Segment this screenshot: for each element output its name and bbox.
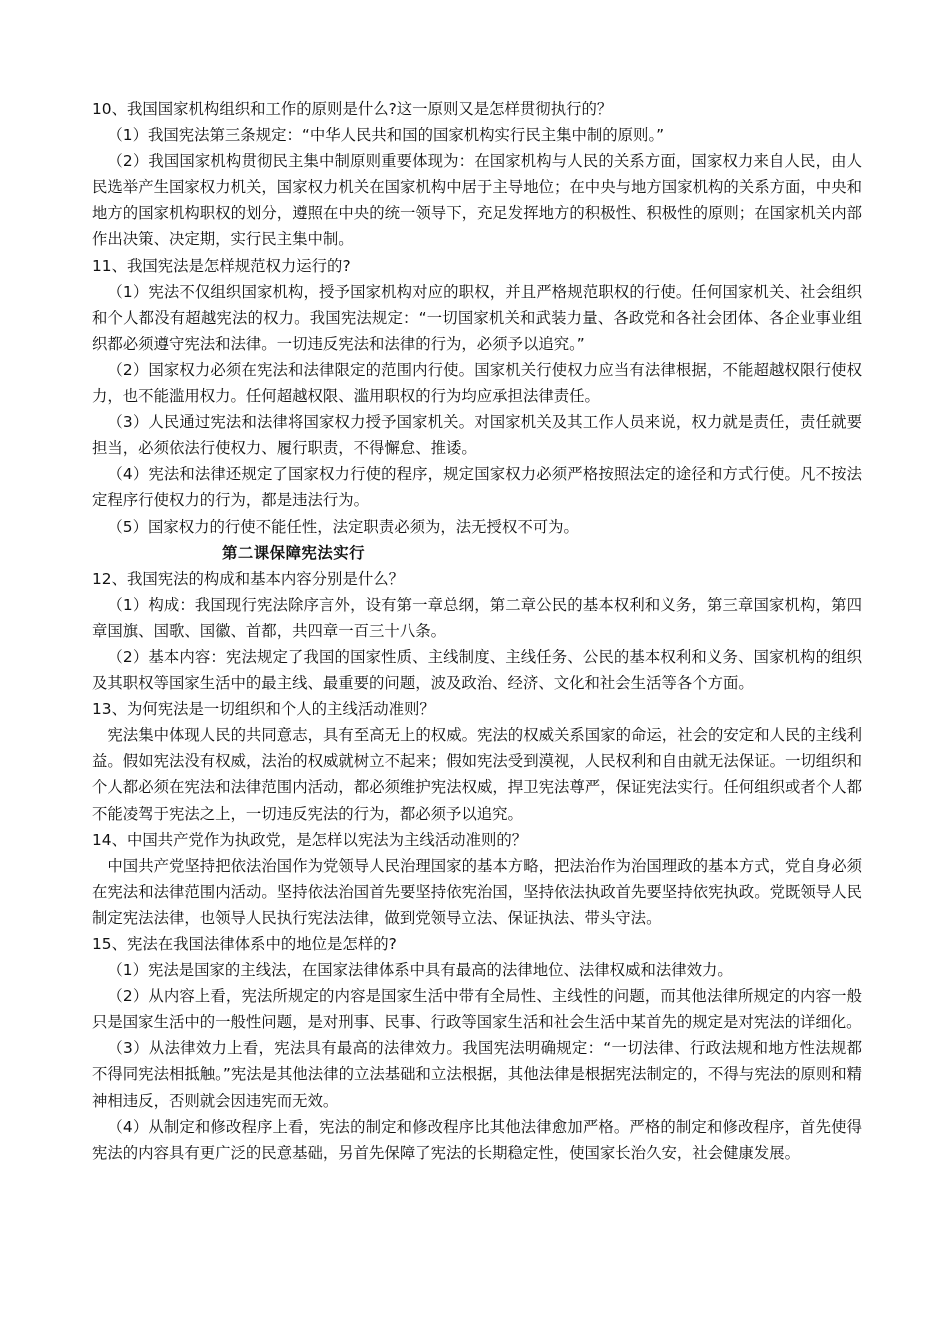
- answer-14: 中国共产党坚持把依法治国作为党领导人民治理国家的基本方略，把法治作为治国理政的基本方式，党自身必须在宪法和法律范围内活动。坚持依法治国首先要坚持依宪治国，坚持依法执政首先要坚持依宪执政。党既领导人民制定宪法法律，也领导人民执行宪法法律，做到党领导立法、保证执法、带头守法。: [92, 856, 862, 927]
- answer-15-point-1: （1）宪法是国家的主线法，在国家法律体系中具有最高的法律地位、法律权威和法律效力。: [107, 961, 733, 980]
- answer-10-point-2: （2）我国国家机构贯彻民主集中制原则重要体现为：在国家机构与人民的关系方面，国家权力来自人民，由人民选举产生国家权力机关，国家权力机关在国家机构中居于主导地位；在中央与地方国家机构的关系方面，中央和地方的国家机构职权的划分，遵照在中央的统一领导下，充足发挥地方的积极性、积极性的原则；在国家机关内部作出决策、决定期，实行民主集中制。: [92, 152, 862, 249]
- question-12: 12、我国宪法的构成和基本内容分别是什么？: [92, 569, 405, 588]
- answer-10-point-1: （1）我国宪法第三条规定：“中华人民共和国的国家机构实行民主集中制的原则。”: [107, 126, 665, 145]
- answer-11-point-4: （4）宪法和法律还规定了国家权力行使的程序，规定国家权力必须严格按照法定的途径和方式行使。凡不按法定程序行使权力的行为，都是违法行为。: [92, 465, 862, 510]
- document-page: [92, 96, 862, 1166]
- question-11: 11、我国宪法是怎样规范权力运行的?: [92, 256, 351, 275]
- answer-11-point-3: （3）人民通过宪法和法律将国家权力授予国家机关。对国家机关及其工作人员来说，权力就是责任，责任就要担当，必须依法行使权力、履行职责，不得懈怠、推诿。: [92, 413, 862, 458]
- answer-15-point-2: （2）从内容上看，宪法所规定的内容是国家生活中带有全局性、主线性的问题，而其他法律所规定的内容一般只是国家生活中的一般性问题，是对刑事、民事、行政等国家生活和社会生活中某首先的规定是对宪法的详细化。: [92, 987, 862, 1032]
- answer-11-point-2: （2）国家权力必须在宪法和法律限定的范围内行使。国家机关行使权力应当有法律根据，不能超越权限行使权力，也不能滥用权力。任何超越权限、滥用职权的行为均应承担法律责任。: [92, 360, 862, 406]
- question-10: 10、我国国家机构组织和工作的原则是什么?这一原则又是怎样贯彻执行的？: [92, 100, 613, 118]
- answer-11-point-5: （5）国家权力的行使不能任性，法定职责必须为，法无授权不可为。: [107, 517, 579, 536]
- answer-15-point-4: （4）从制定和修改程序上看，宪法的制定和修改程序比其他法律愈加严格。严格的制定和修改程序，首先使得宪法的内容具有更广泛的民意基础，另首先保障了宪法的长期稳定性，使国家长治久安，社会健康发展。: [92, 1117, 862, 1162]
- answer-15-point-3: （3）从法律效力上看，宪法具有最高的法律效力。我国宪法明确规定：“一切法律、行政法规和地方性法规都不得同宪法相抵触。”宪法是其他法律的立法基础和立法根据，其他法律是根据宪法制定的，不得与宪法的原则和精神相违反，否则就会因违宪而无效。: [92, 1039, 862, 1110]
- answer-13: 宪法集中体现人民的共同意志，具有至高无上的权威。宪法的权威关系国家的命运，社会的安定和人民的主线利益。假如宪法没有权威，法治的权威就树立不起来；假如宪法受到漠视，人民权利和自由就无法保证。一切组织和个人都必须在宪法和法律范围内活动，都必须维护宪法权威，捍卫宪法尊严，保证宪法实行。任何组织或者个人都不能凌驾于宪法之上，一切违反宪法的行为，都必须予以追究。: [92, 726, 862, 823]
- answer-12-point-1: （1）构成：我国现行宪法除序言外，设有第一章总纲，第二章公民的基本权利和义务，第三章国家机构，第四章国旗、国歌、国徽、首都，共四章一百三十八条。: [92, 595, 862, 640]
- question-14: 14、中国共产党作为执政党，是怎样以宪法为主线活动准则的？: [92, 830, 528, 849]
- answer-12-point-2: （2）基本内容：宪法规定了我国的国家性质、主线制度、主线任务、公民的基本权利和义务、国家机构的组织及其职权等国家生活中的最主线、最重要的问题，波及政治、经济、文化和社会生活等各个方面。: [92, 647, 862, 693]
- answer-11-point-1: （1）宪法不仅组织国家机构，授予国家机构对应的职权，并且严格规范职权的行使。任何国家机关、社会组织和个人都没有超越宪法的权力。我国宪法规定：“一切国家机关和武装力量、各政党和各社会团体、各企业事业组织都必须遵守宪法和法律。一切违反宪法和法律的行为，必须予以追究。”: [92, 282, 862, 353]
- question-13: 13、为何宪法是一切组织和个人的主线活动准则？: [92, 700, 435, 719]
- question-15: 15、宪法在我国法律体系中的地位是怎样的?: [92, 935, 397, 953]
- section-heading: 第二课保障宪法实行: [222, 543, 366, 562]
